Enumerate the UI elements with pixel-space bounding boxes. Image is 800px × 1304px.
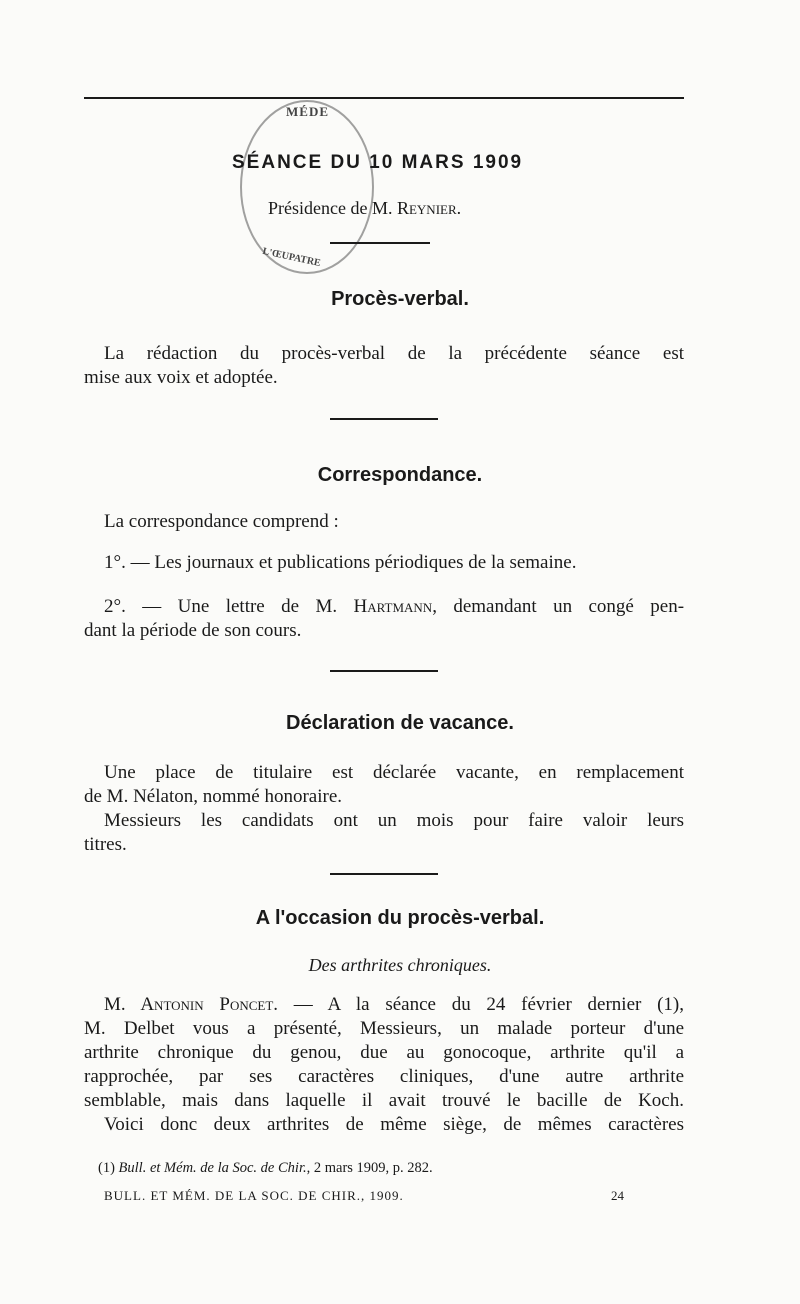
footnote-marker: (1) — [98, 1160, 115, 1176]
text-line: mise aux voix et adoptée. — [84, 367, 278, 388]
heading-proces-verbal: Procès-verbal. — [331, 288, 469, 310]
text-line: dant la période de son cours. — [84, 620, 302, 641]
section-rule — [330, 418, 438, 420]
name-hartmann: Hartmann — [353, 596, 433, 617]
footnote-rest: , 2 mars 1909, p. 282. — [306, 1160, 433, 1176]
text-line: rapprochée, par ses caractères cliniques, d'une autre arthrite — [84, 1066, 684, 1087]
paragraph-proces-verbal — [84, 342, 684, 390]
correspondance-intro: La correspondance comprend : — [104, 511, 339, 532]
paragraph-poncet — [84, 993, 684, 1137]
footnote — [98, 1160, 433, 1177]
heading-correspondance: Correspondance. — [317, 464, 483, 486]
heading-occasion: A l'occasion du procès-verbal. — [255, 907, 545, 929]
president-name: Reynier. — [396, 198, 462, 218]
top-rule — [84, 97, 684, 99]
speaker-name: M. Antonin Poncet. — [104, 994, 279, 1015]
section-rule — [330, 873, 438, 875]
subheading-arthrites: Des arthrites chroniques. — [308, 955, 492, 975]
text-line: Une place de titulaire est déclarée vacante, en remplacement — [104, 762, 684, 783]
section-rule — [330, 242, 430, 244]
paragraph-vacance — [84, 761, 684, 857]
text-line: de M. Nélaton, nommé honoraire. — [84, 786, 343, 807]
correspondance-item-1: 1°. — Les journaux et publications périodiques de la semaine. — [104, 552, 577, 573]
library-stamp — [240, 100, 374, 274]
stamp-text-bottom: L'ŒUPATRE — [261, 245, 322, 270]
correspondance-item-2 — [84, 595, 684, 643]
footer-journal: BULL. ET MÉM. DE LA SOC. DE CHIR., 1909. — [104, 1188, 404, 1203]
text-line: 2°. — Une lettre de M. Hartmann, demandant un congé pen- — [104, 596, 685, 617]
text-line: M. Antonin Poncet. — A la séance du 24 février dernier (1), — [104, 994, 684, 1015]
section-rule — [330, 670, 438, 672]
text-line: semblable, mais dans laquelle il avait trouvé le bacille de Koch. — [84, 1090, 684, 1111]
presidence-prefix: Présidence de M. — [268, 198, 393, 218]
text-line: arthrite chronique du genou, due au gonocoque, arthrite qu'il a — [84, 1042, 684, 1063]
stamp-text-top: MÉDE — [286, 104, 329, 119]
page-number: 24 — [611, 1188, 624, 1203]
text-line: La rédaction du procès-verbal de la précédente séance est — [104, 343, 684, 364]
text-line: Voici donc deux arthrites de même siège, de mêmes caractères — [104, 1114, 684, 1135]
seance-title: SÉANCE DU 10 MARS 1909 — [232, 152, 524, 173]
footnote-ref: Bull. et Mém. de la Soc. de Chir. — [118, 1160, 307, 1176]
heading-vacance: Déclaration de vacance. — [286, 712, 514, 734]
text-line: titres. — [84, 834, 127, 855]
presidence-line — [268, 198, 461, 219]
text-line: Messieurs les candidats ont un mois pour faire valoir leurs — [104, 810, 684, 831]
text-line: M. Delbet vous a présenté, Messieurs, un malade porteur d'une — [84, 1018, 684, 1039]
